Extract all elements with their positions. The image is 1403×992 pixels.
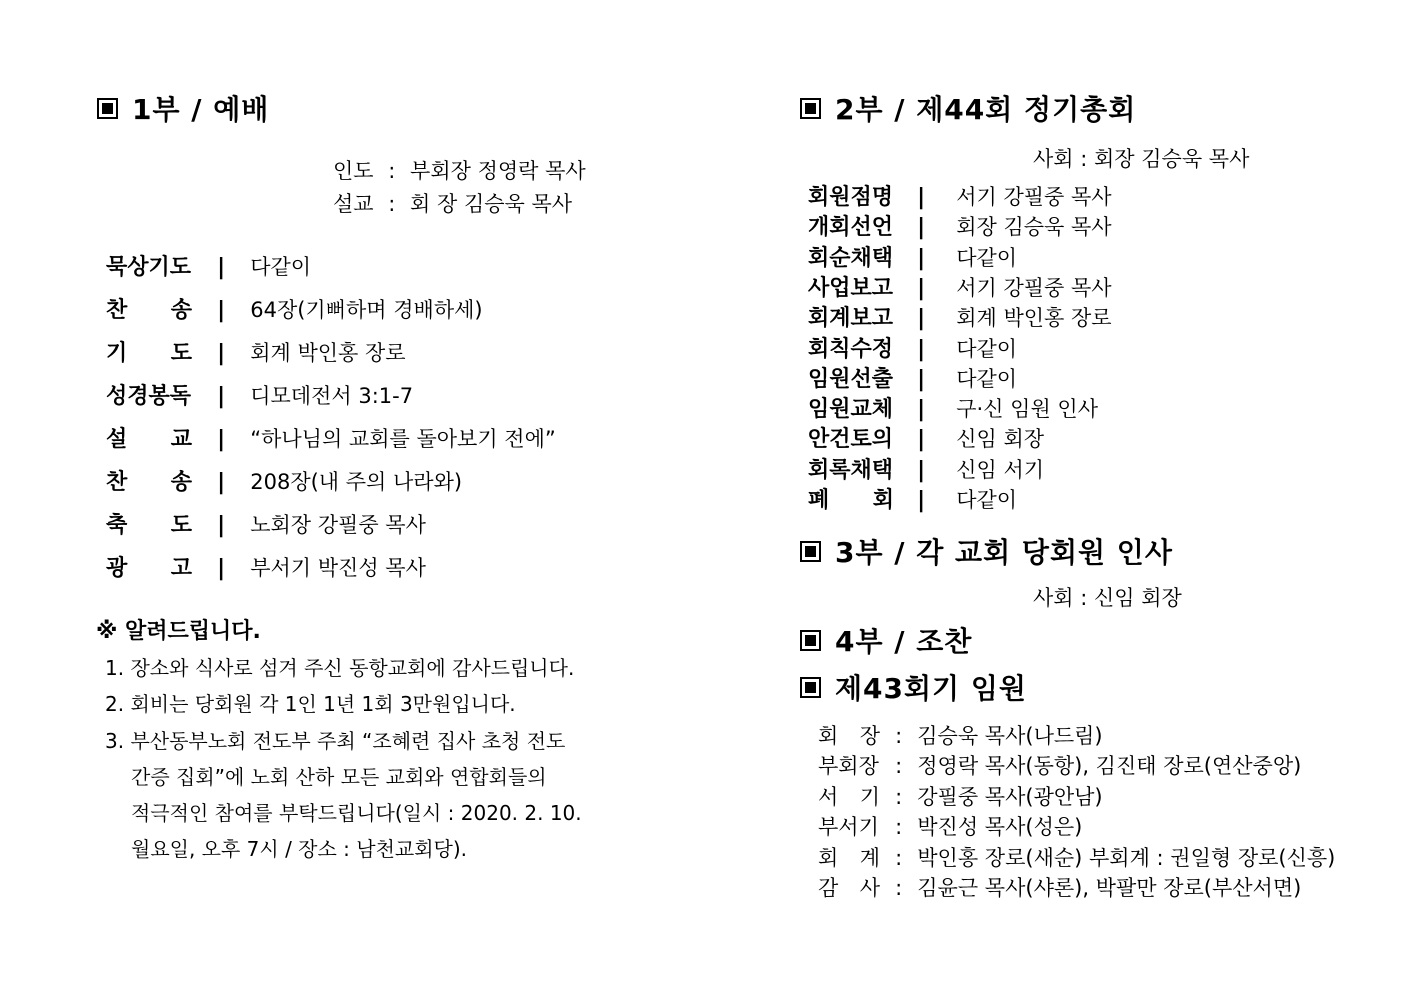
order-row: 임원선출 | 다같이 bbox=[808, 367, 1018, 392]
part4-heading bbox=[800, 620, 972, 660]
notice-item-cont: 적극적인 참여를 부탁드립니다(일시 : 2020. 2. 10. bbox=[131, 801, 582, 825]
part2-title: 2부 / 제44회 정기총회 bbox=[835, 93, 1137, 126]
part3-heading bbox=[800, 531, 1173, 571]
officer-row: 회 계 : 박인홍 장로(새순) 부회계 : 권일형 장로(신흥) bbox=[818, 842, 1335, 872]
order-row: 기 도 | 회계 박인홍 장로 bbox=[106, 336, 406, 367]
notice-title: ※ 알려드립니다. bbox=[96, 619, 261, 644]
leader-row: 인도 : 부회장 정영락 목사 bbox=[333, 159, 586, 183]
spread-label: 서 기 bbox=[818, 785, 880, 809]
filled-square-icon bbox=[800, 677, 821, 698]
part3-title: 3부 / 각 교회 당회원 인사 bbox=[835, 536, 1173, 569]
notice-item: 2. 회비는 당회원 각 1인 1년 1회 3만원입니다. bbox=[105, 692, 516, 716]
order-row: 회계보고 | 회계 박인홍 장로 bbox=[808, 306, 1112, 331]
order-row: 폐 회 | 다같이 bbox=[808, 483, 1017, 514]
filled-square-icon bbox=[800, 541, 821, 562]
order-row: 안건토의 | 신임 회장 bbox=[808, 427, 1045, 452]
part1-heading bbox=[97, 88, 269, 128]
order-row: 광 고 | 부서기 박진성 목사 bbox=[106, 551, 426, 582]
filled-square-icon bbox=[97, 98, 118, 119]
order-row: 찬 송 | 208장(내 주의 나라와) bbox=[106, 465, 462, 496]
order-row: 찬 송 | 64장(기뻐하며 경배하세) bbox=[106, 293, 483, 324]
part4-title: 4부 / 조찬 bbox=[835, 625, 973, 658]
order-row: 회록채택 | 신임 서기 bbox=[808, 458, 1045, 483]
order-row: 임원교체 | 구·신 임원 인사 bbox=[808, 397, 1098, 422]
order-row: 회칙수정 | 다같이 bbox=[808, 337, 1018, 362]
filled-square-icon bbox=[800, 630, 821, 651]
order-row: 묵상기도 | 다같이 bbox=[106, 255, 312, 280]
spread-label: 감 사 bbox=[818, 876, 880, 900]
officer-row: 감 사 : 김윤근 목사(샤론), 박팔만 장로(부산서면) bbox=[818, 872, 1301, 902]
officer-row: 회 장 : 김승욱 목사(나드림) bbox=[818, 720, 1103, 750]
leader-row: 설교 : 회 장 김승욱 목사 bbox=[333, 192, 573, 216]
order-row: 성경봉독 | 디모데전서 3:1-7 bbox=[106, 384, 414, 409]
notice-item: 3. 부산동부노회 전도부 주최 “조혜련 집사 초청 전도 bbox=[105, 729, 566, 753]
spread-label: 축 도 bbox=[106, 513, 192, 538]
officer-row: 부회장 : 정영락 목사(동항), 김진태 장로(연산중앙) bbox=[818, 754, 1302, 778]
spread-label: 광 고 bbox=[106, 556, 192, 581]
part2-heading bbox=[800, 88, 1136, 128]
spread-label: 폐 회 bbox=[808, 488, 894, 513]
spread-label: 설 교 bbox=[106, 427, 192, 452]
part1-title: 1부 / 예배 bbox=[132, 93, 270, 126]
spread-label: 회 장 bbox=[818, 724, 880, 748]
part3-host: 사회 : 신임 회장 bbox=[1033, 586, 1182, 610]
officer-row: 서 기 : 강필중 목사(광안남) bbox=[818, 781, 1103, 811]
officer-row: 부서기 : 박진성 목사(성은) bbox=[818, 815, 1083, 839]
filled-square-icon bbox=[800, 98, 821, 119]
notice-item-cont: 월요일, 오후 7시 / 장소 : 남천교회당). bbox=[131, 837, 468, 861]
officers-heading bbox=[800, 667, 1027, 707]
notice-item-cont: 간증 집회”에 노회 산하 모든 교회와 연합회들의 bbox=[131, 765, 547, 789]
spread-label: 기 도 bbox=[106, 341, 192, 366]
notice-item: 1. 장소와 식사로 섬겨 주신 동항교회에 감사드립니다. bbox=[105, 656, 575, 680]
officers-title: 제43회기 임원 bbox=[835, 672, 1027, 705]
order-row: 사업보고 | 서기 강필중 목사 bbox=[808, 276, 1112, 301]
order-row: 개회선언 | 회장 김승욱 목사 bbox=[808, 215, 1112, 240]
order-row: 축 도 | 노회장 강필중 목사 bbox=[106, 508, 426, 539]
spread-label: 찬 송 bbox=[106, 298, 192, 323]
spread-label: 찬 송 bbox=[106, 470, 192, 495]
order-row: 설 교 | “하나님의 교회를 돌아보기 전에” bbox=[106, 422, 556, 453]
spread-label: 회 계 bbox=[818, 846, 880, 870]
order-row: 회순채택 | 다같이 bbox=[808, 246, 1018, 271]
part2-host: 사회 : 회장 김승욱 목사 bbox=[1033, 147, 1250, 171]
order-row: 회원점명 | 서기 강필중 목사 bbox=[808, 185, 1112, 210]
